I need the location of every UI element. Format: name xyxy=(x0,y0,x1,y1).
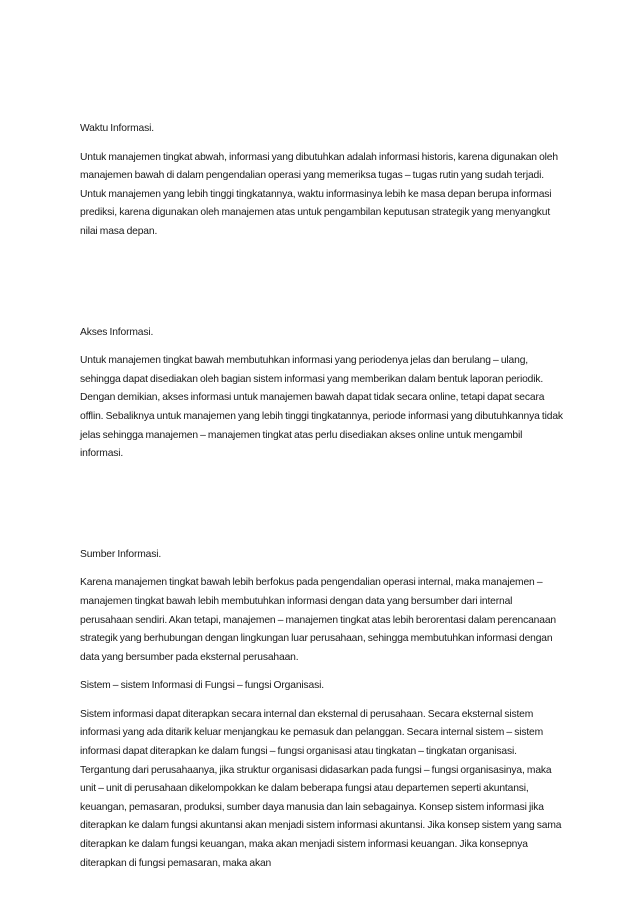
section-heading-waktu: Waktu Informasi. xyxy=(80,123,154,134)
section-heading-sumber: Sumber Informasi. xyxy=(80,548,162,560)
document-page xyxy=(80,120,565,883)
section-gap xyxy=(80,474,565,546)
section-paragraph-sistem: Sistem informasi dapat diterapkan secara internal dan eksternal di perusahaan. Secara eksternal sistem informasi yang ada ditarik keluar menjangkau ke pemasuk dan pelanggan. Secara internal sistem – sistem informasi dapat diterapkan ke dalam fungsi – fungsi organisasi atau tingkatan – tingkatan organisasi. Tergantung dari perusahaanya, jika struktur organisasi didasarkan pada fungsi – fungsi organisasinya, maka unit – unit di perusahaan dikelompokkan ke dalam beberapa fungsi atau departemen seperti akuntansi, keuangan, pemasaran, produksi, sumber daya manusia dan lain sebagainya. Konsep sistem informasi jika diterapkan ke dalam fungsi akuntansi akan menjadi sistem informasi akuntansi. Jika konsep sistem yang sama diterapkan ke dalam fungsi keuangan, maka akan menjadi sistem informasi keuangan. Jika konsepnya diterapkan di fungsi pemasaran, maka akan xyxy=(80,708,562,869)
section-gap xyxy=(80,252,565,324)
section-paragraph-sumber: Karena manajemen tingkat bawah lebih berfokus pada pengendalian operasi internal, maka manajemen – manajemen tingkat bawah lebih membutuhkan informasi dengan data yang bersumber dari internal perusahaan sendiri. Akan tetapi, manajemen – manajemen tingkat atas lebih berorentasi dalam perencanaan strategik yang berhubungan dengan lingkungan luar perusahaan, sehingga membutuhkan informasi dengan data yang bersumber pada eksternal perusahaan. xyxy=(80,577,556,663)
section-heading-akses: Akses Informasi. xyxy=(80,326,154,338)
section-paragraph-waktu: Untuk manajemen tingkat abwah, informasi yang dibutuhkan adalah informasi historis, karena digunakan oleh manajemen bawah di dalam pengendalian operasi yang memeriksa tugas – tugas rutin yang sudah terjadi. Untuk manajemen yang lebih tinggi tingkatannya, waktu informasinya lebih ke masa depan berupa informasi prediksi, karena digunakan oleh manajemen atas untuk pengambilan keputusan strategik yang menyangkut nilai masa depan. xyxy=(80,151,558,237)
section-heading-sistem: Sistem – sistem Informasi di Fungsi – fungsi Organisasi. xyxy=(80,680,324,692)
section-paragraph-akses: Untuk manajemen tingkat bawah membutuhkan informasi yang periodenya jelas dan berulang – ulang, sehingga dapat disediakan oleh bagian sistem informasi yang memberikan dalam bentuk laporan periodik. Dengan demikian, akses informasi untuk manajemen bawah dapat tidak secara online, tetapi dapat secara offlin. Sebaliknya untuk manajemen yang lebih tinggi tingkatannya, periode informasi yang dibutuhkannya tidak jelas sehingga manajemen – manajemen tingkat atas perlu disediakan akses online untuk mengambil informasi. xyxy=(80,355,563,460)
